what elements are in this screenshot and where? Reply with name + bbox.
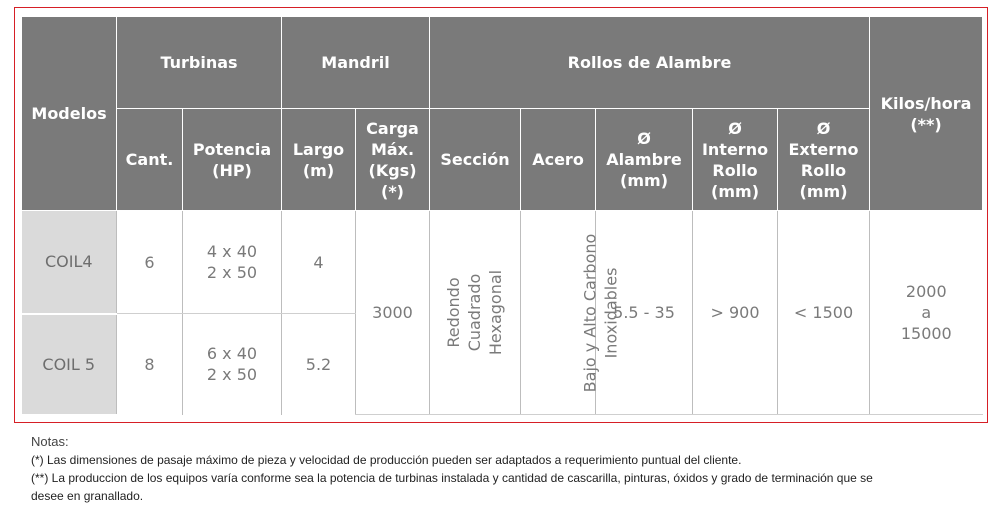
note-line: desee en granallado. — [31, 489, 144, 503]
note-line: (**) La produccion de los equipos varía conforme sea la potencia de turbinas instalada y cantidad de cascarilla, pinturas, óxidos y grado de terminación que se — [31, 471, 873, 485]
cant-cell: 6 — [117, 211, 183, 314]
potencia-cell: 4 x 40 2 x 50 — [183, 211, 282, 314]
alambre-cell: 5.5 - 35 — [596, 211, 693, 415]
notes-title: Notas: — [31, 434, 69, 449]
header-rollos: Rollos de Alambre — [430, 17, 870, 109]
interno-cell: > 900 — [693, 211, 778, 415]
header-largo: Largo (m) — [282, 109, 356, 211]
header-modelos: Modelos — [22, 17, 117, 211]
externo-cell: < 1500 — [778, 211, 870, 415]
seccion-cell: Redondo Cuadrado Hexagonal — [430, 211, 521, 415]
carga-cell: 3000 — [356, 211, 430, 415]
header-mandril: Mandril — [282, 17, 430, 109]
acero-cell: Bajo y Alto Carbono Inoxidables — [521, 211, 596, 415]
header-alambre: Ø Alambre (mm) — [596, 109, 693, 211]
header-carga: Carga Máx. (Kgs) (*) — [356, 109, 430, 211]
largo-cell: 5.2 — [282, 314, 356, 415]
header-interno: Ø Interno Rollo (mm) — [693, 109, 778, 211]
potencia-cell: 6 x 40 2 x 50 — [183, 314, 282, 415]
largo-cell: 4 — [282, 211, 356, 314]
header-cant: Cant. — [117, 109, 183, 211]
model-cell: COIL4 — [22, 211, 117, 314]
note-line: (*) Las dimensiones de pasaje máximo de pieza y velocidad de producción pueden ser adaptados a requerimiento puntual del cliente. — [31, 453, 742, 467]
header-kilos: Kilos/hora (**) — [870, 17, 983, 211]
header-seccion: Sección — [430, 109, 521, 211]
header-turbinas: Turbinas — [117, 17, 282, 109]
header-potencia: Potencia (HP) — [183, 109, 282, 211]
header-externo: Ø Externo Rollo (mm) — [778, 109, 870, 211]
model-cell: COIL 5 — [22, 314, 117, 415]
kilos-cell: 2000 a 15000 — [870, 211, 983, 415]
header-acero: Acero — [521, 109, 596, 211]
specs-table — [21, 16, 983, 416]
cant-cell: 8 — [117, 314, 183, 415]
notes — [31, 433, 991, 505]
